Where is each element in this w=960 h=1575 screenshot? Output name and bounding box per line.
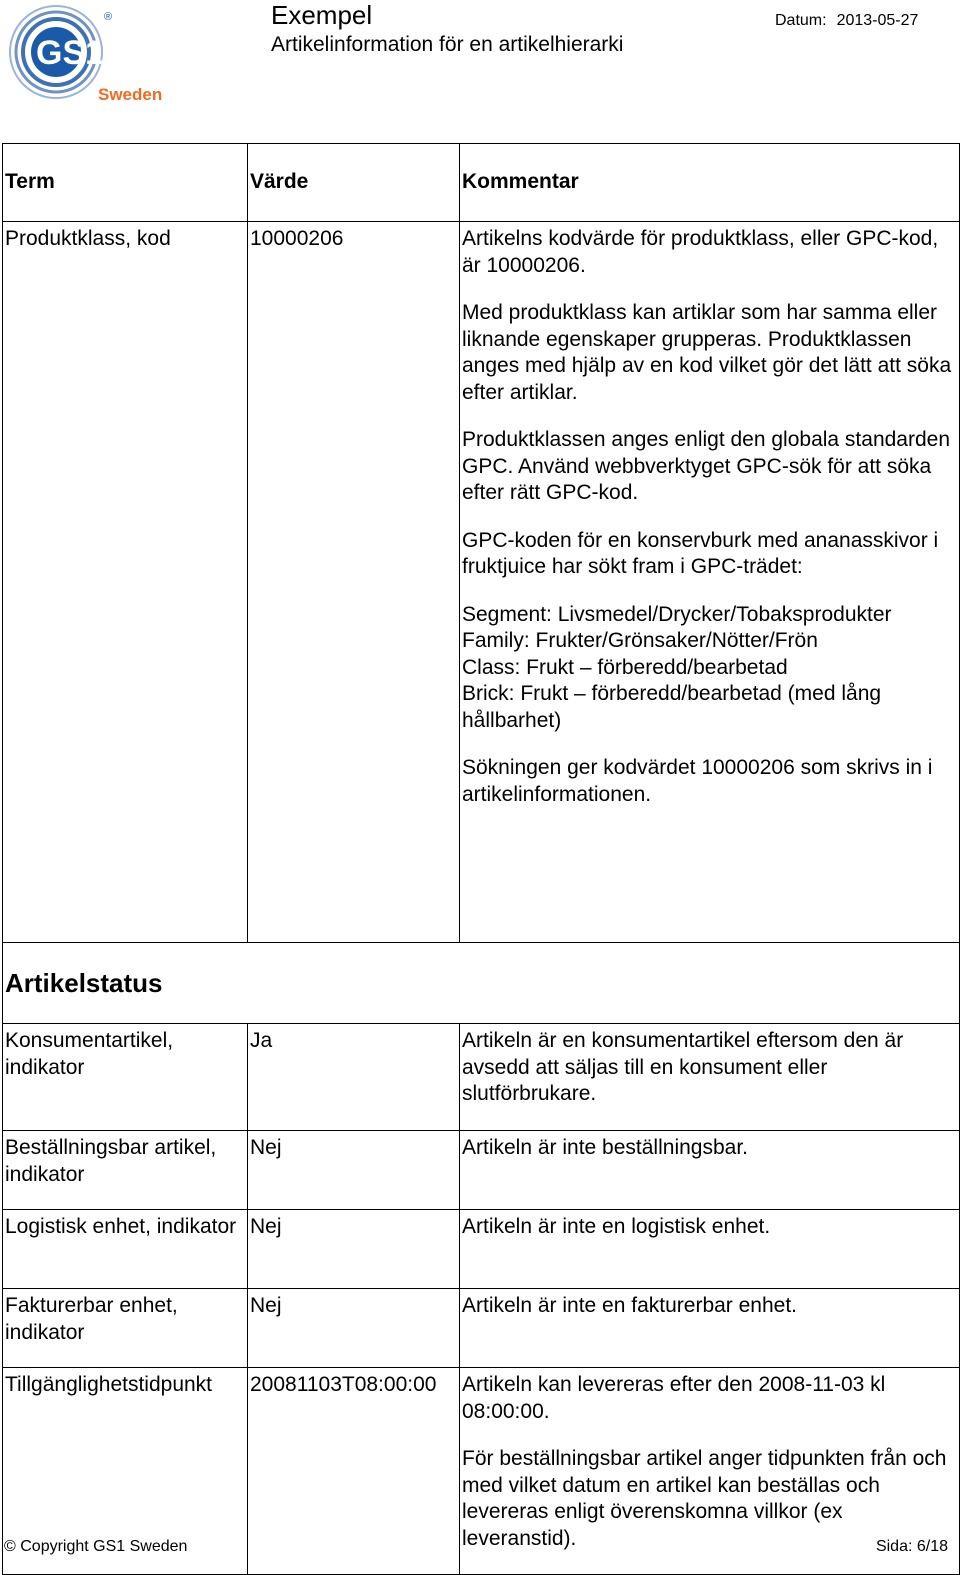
table-row [3, 1289, 960, 1368]
comment-cell: Artikeln är inte en logistisk enhet. [460, 1210, 960, 1289]
table-row [3, 1131, 960, 1210]
date [775, 12, 918, 30]
comment-cell: Artikeln är inte beställningsbar. [460, 1131, 960, 1210]
comment-paragraph: Med produktklass kan artiklar som har samma eller liknande egenskaper grupperas. Produktklassen anges med hjälp av en kod vilket gör det lätt att söka efter artiklar. [462, 301, 952, 404]
term-cell: Beställningsbar artikel, indikator [3, 1131, 248, 1210]
value-cell: 10000206 [248, 222, 460, 943]
comment-paragraph: Produktklassen anges enligt den globala standarden GPC. Använd webbverktyget GPC-sök för att söka efter rätt GPC-kod. [462, 428, 951, 504]
table-header-row [3, 144, 960, 222]
comment-paragraph: Artikeln kan levereras efter den 2008-11-03 kl 08:00:00. [462, 1373, 886, 1423]
section-row [3, 943, 960, 1024]
value-cell: Nej [248, 1289, 460, 1368]
value-cell: Ja [248, 1024, 460, 1131]
table-row-produktklass [3, 222, 960, 943]
table-row [3, 1210, 960, 1289]
comment-cell: Artikeln är inte en fakturerbar enhet. [460, 1289, 960, 1368]
date-label: Datum: [775, 12, 827, 29]
date-value: 2013-05-27 [836, 12, 919, 29]
logo-text: GS1 [36, 34, 105, 72]
gs1-logo [6, 4, 166, 104]
header-value: Värde [248, 144, 460, 222]
article-info-table [2, 143, 960, 1575]
comment-paragraph: Sökningen ger kodvärdet 10000206 som skrivs in i artikelinformationen. [462, 756, 933, 806]
term-cell: Logistisk enhet, indikator [3, 1210, 248, 1289]
comment-paragraph: Artikelns kodvärde för produktklass, eller GPC-kod, är 10000206. [462, 227, 939, 277]
header-term: Term [3, 144, 248, 222]
gpc-tree-paragraph: Segment: Livsmedel/Drycker/Tobaksprodukter Family: Frukter/Grönsaker/Nötter/Frön Class: Frukt – förberedd/bearbetad Brick: Frukt – förberedd/bearbetad (med lång hållbarhet) [462, 602, 892, 732]
header-comment: Kommentar [460, 144, 960, 222]
footer-page-number: Sida: 6/18 [875, 1538, 948, 1555]
comment-cell: Artikeln är en konsumentartikel eftersom den är avsedd att säljas till en konsument eller slutförbrukare. [460, 1024, 960, 1131]
value-cell: 20081103T08:00:00 [248, 1368, 460, 1575]
term-cell: Konsumentartikel, indikator [3, 1024, 248, 1131]
section-title: Artikelstatus [3, 943, 960, 1024]
comment-paragraph: För beställningsbar artikel anger tidpunkten från och med vilket datum en artikel kan beställas och levereras enligt överenskomna villkor (ex leveranstid). [462, 1447, 947, 1550]
term-cell: Produktklass, kod [3, 222, 248, 943]
value-cell: Nej [248, 1131, 460, 1210]
svg-text:®: ® [104, 11, 113, 23]
comment-cell [460, 222, 960, 943]
table-row [3, 1024, 960, 1131]
comment-paragraph: GPC-koden för en konservburk med ananasskivor i fruktjuice har sökt fram i GPC-trädet: [462, 528, 939, 578]
term-cell: Tillgänglighetstidpunkt [3, 1368, 248, 1575]
term-cell: Fakturerbar enhet, indikator [3, 1289, 248, 1368]
footer-copyright: © Copyright GS1 Sweden [4, 1538, 188, 1555]
logo-subtext: Sweden [98, 85, 163, 104]
value-cell: Nej [248, 1210, 460, 1289]
page-title: Exempel [271, 0, 373, 30]
page-subtitle: Artikelinformation för en artikelhierarki [271, 33, 624, 56]
